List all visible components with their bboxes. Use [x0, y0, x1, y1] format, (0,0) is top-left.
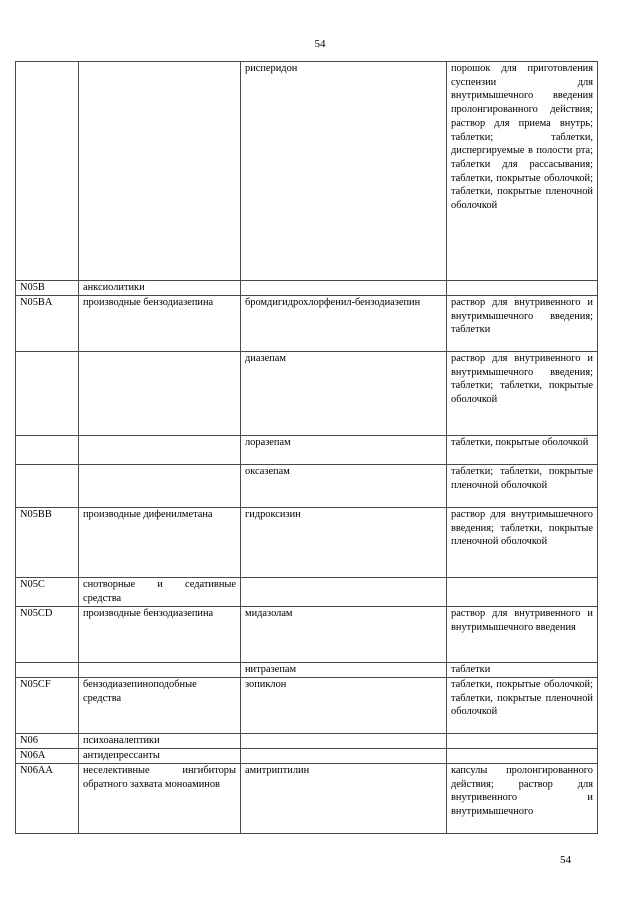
table-row: [16, 678, 598, 734]
drug-name-cell: [241, 749, 447, 764]
atc-code-cell: N06: [16, 734, 79, 749]
atc-code-cell: [16, 62, 79, 281]
dosage-form-cell: таблетки, покрытые оболочкой: [447, 436, 598, 465]
group-cell: антидепрессанты: [79, 749, 241, 764]
table-row: [16, 749, 598, 764]
drug-name-cell: рисперидон: [241, 62, 447, 281]
dosage-form-cell: порошок для приготовления суспензии для внутримышечного введения пролонгированного действия; раствор для приема внутрь; таблетки; таблетки, диспергируемые в полости рта; таблетки для рассасывания; таблетки, покрытые оболочкой; таблетки, покрытые пленочной оболочкой: [447, 62, 598, 281]
table-row: [16, 663, 598, 678]
table-row: [16, 764, 598, 834]
atc-code-cell: [16, 663, 79, 678]
dosage-form-cell: раствор для внутривенного и внутримышечного введения; таблетки; таблетки, покрытые оболочкой: [447, 352, 598, 436]
table-row: [16, 578, 598, 607]
drug-name-cell: диазепам: [241, 352, 447, 436]
dosage-form-cell: [447, 281, 598, 296]
page-number-top: 54: [314, 38, 326, 50]
table-row: [16, 607, 598, 663]
dosage-form-cell: капсулы пролонгированного действия; раствор для внутривенного и внутримышечного: [447, 764, 598, 834]
group-cell: психоаналептики: [79, 734, 241, 749]
dosage-form-cell: раствор для внутривенного и внутримышечного введения: [447, 607, 598, 663]
drug-name-cell: гидроксизин: [241, 508, 447, 578]
group-cell: бензодиазепиноподобные средства: [79, 678, 241, 734]
table-row: [16, 508, 598, 578]
dosage-form-cell: раствор для внутривенного и внутримышечного введения; таблетки: [447, 296, 598, 352]
dosage-form-cell: [447, 749, 598, 764]
dosage-form-cell: таблетки; таблетки, покрытые пленочной оболочкой: [447, 465, 598, 508]
table-row: [16, 281, 598, 296]
group-cell: снотворные и седативные средства: [79, 578, 241, 607]
drug-table: [15, 61, 598, 834]
dosage-form-cell: [447, 578, 598, 607]
dosage-form-cell: раствор для внутримышечного введения; таблетки, покрытые пленочной оболочкой: [447, 508, 598, 578]
atc-code-cell: N06AA: [16, 764, 79, 834]
table-row: [16, 465, 598, 508]
group-cell: [79, 352, 241, 436]
table-row: [16, 62, 598, 281]
page-number-bottom: 54: [560, 854, 571, 866]
group-cell: [79, 62, 241, 281]
drug-name-cell: зопиклон: [241, 678, 447, 734]
drug-name-cell: [241, 281, 447, 296]
group-cell: [79, 465, 241, 508]
atc-code-cell: N05C: [16, 578, 79, 607]
group-cell: неселективные ингибиторы обратного захвата моноаминов: [79, 764, 241, 834]
drug-name-cell: лоразепам: [241, 436, 447, 465]
group-cell: производные бензодиазепина: [79, 296, 241, 352]
atc-code-cell: [16, 352, 79, 436]
group-cell: [79, 663, 241, 678]
drug-name-cell: амитриптилин: [241, 764, 447, 834]
drug-name-cell: оксазепам: [241, 465, 447, 508]
atc-code-cell: [16, 465, 79, 508]
atc-code-cell: [16, 436, 79, 465]
dosage-form-cell: таблетки, покрытые оболочкой; таблетки, покрытые пленочной оболочкой: [447, 678, 598, 734]
dosage-form-cell: [447, 734, 598, 749]
table-row: [16, 436, 598, 465]
atc-code-cell: N05BA: [16, 296, 79, 352]
atc-code-cell: N05B: [16, 281, 79, 296]
atc-code-cell: N06A: [16, 749, 79, 764]
table-row: [16, 352, 598, 436]
drug-name-cell: [241, 578, 447, 607]
drug-name-cell: [241, 734, 447, 749]
atc-code-cell: N05BB: [16, 508, 79, 578]
table-row: [16, 296, 598, 352]
group-cell: анксиолитики: [79, 281, 241, 296]
drug-name-cell: бромдигидрохлорфенил-бензодиазепин: [241, 296, 447, 352]
atc-code-cell: N05CF: [16, 678, 79, 734]
drug-name-cell: мидазолам: [241, 607, 447, 663]
table-row: [16, 734, 598, 749]
group-cell: производные дифенилметана: [79, 508, 241, 578]
atc-code-cell: N05CD: [16, 607, 79, 663]
group-cell: производные бензодиазепина: [79, 607, 241, 663]
drug-name-cell: нитразепам: [241, 663, 447, 678]
dosage-form-cell: таблетки: [447, 663, 598, 678]
group-cell: [79, 436, 241, 465]
